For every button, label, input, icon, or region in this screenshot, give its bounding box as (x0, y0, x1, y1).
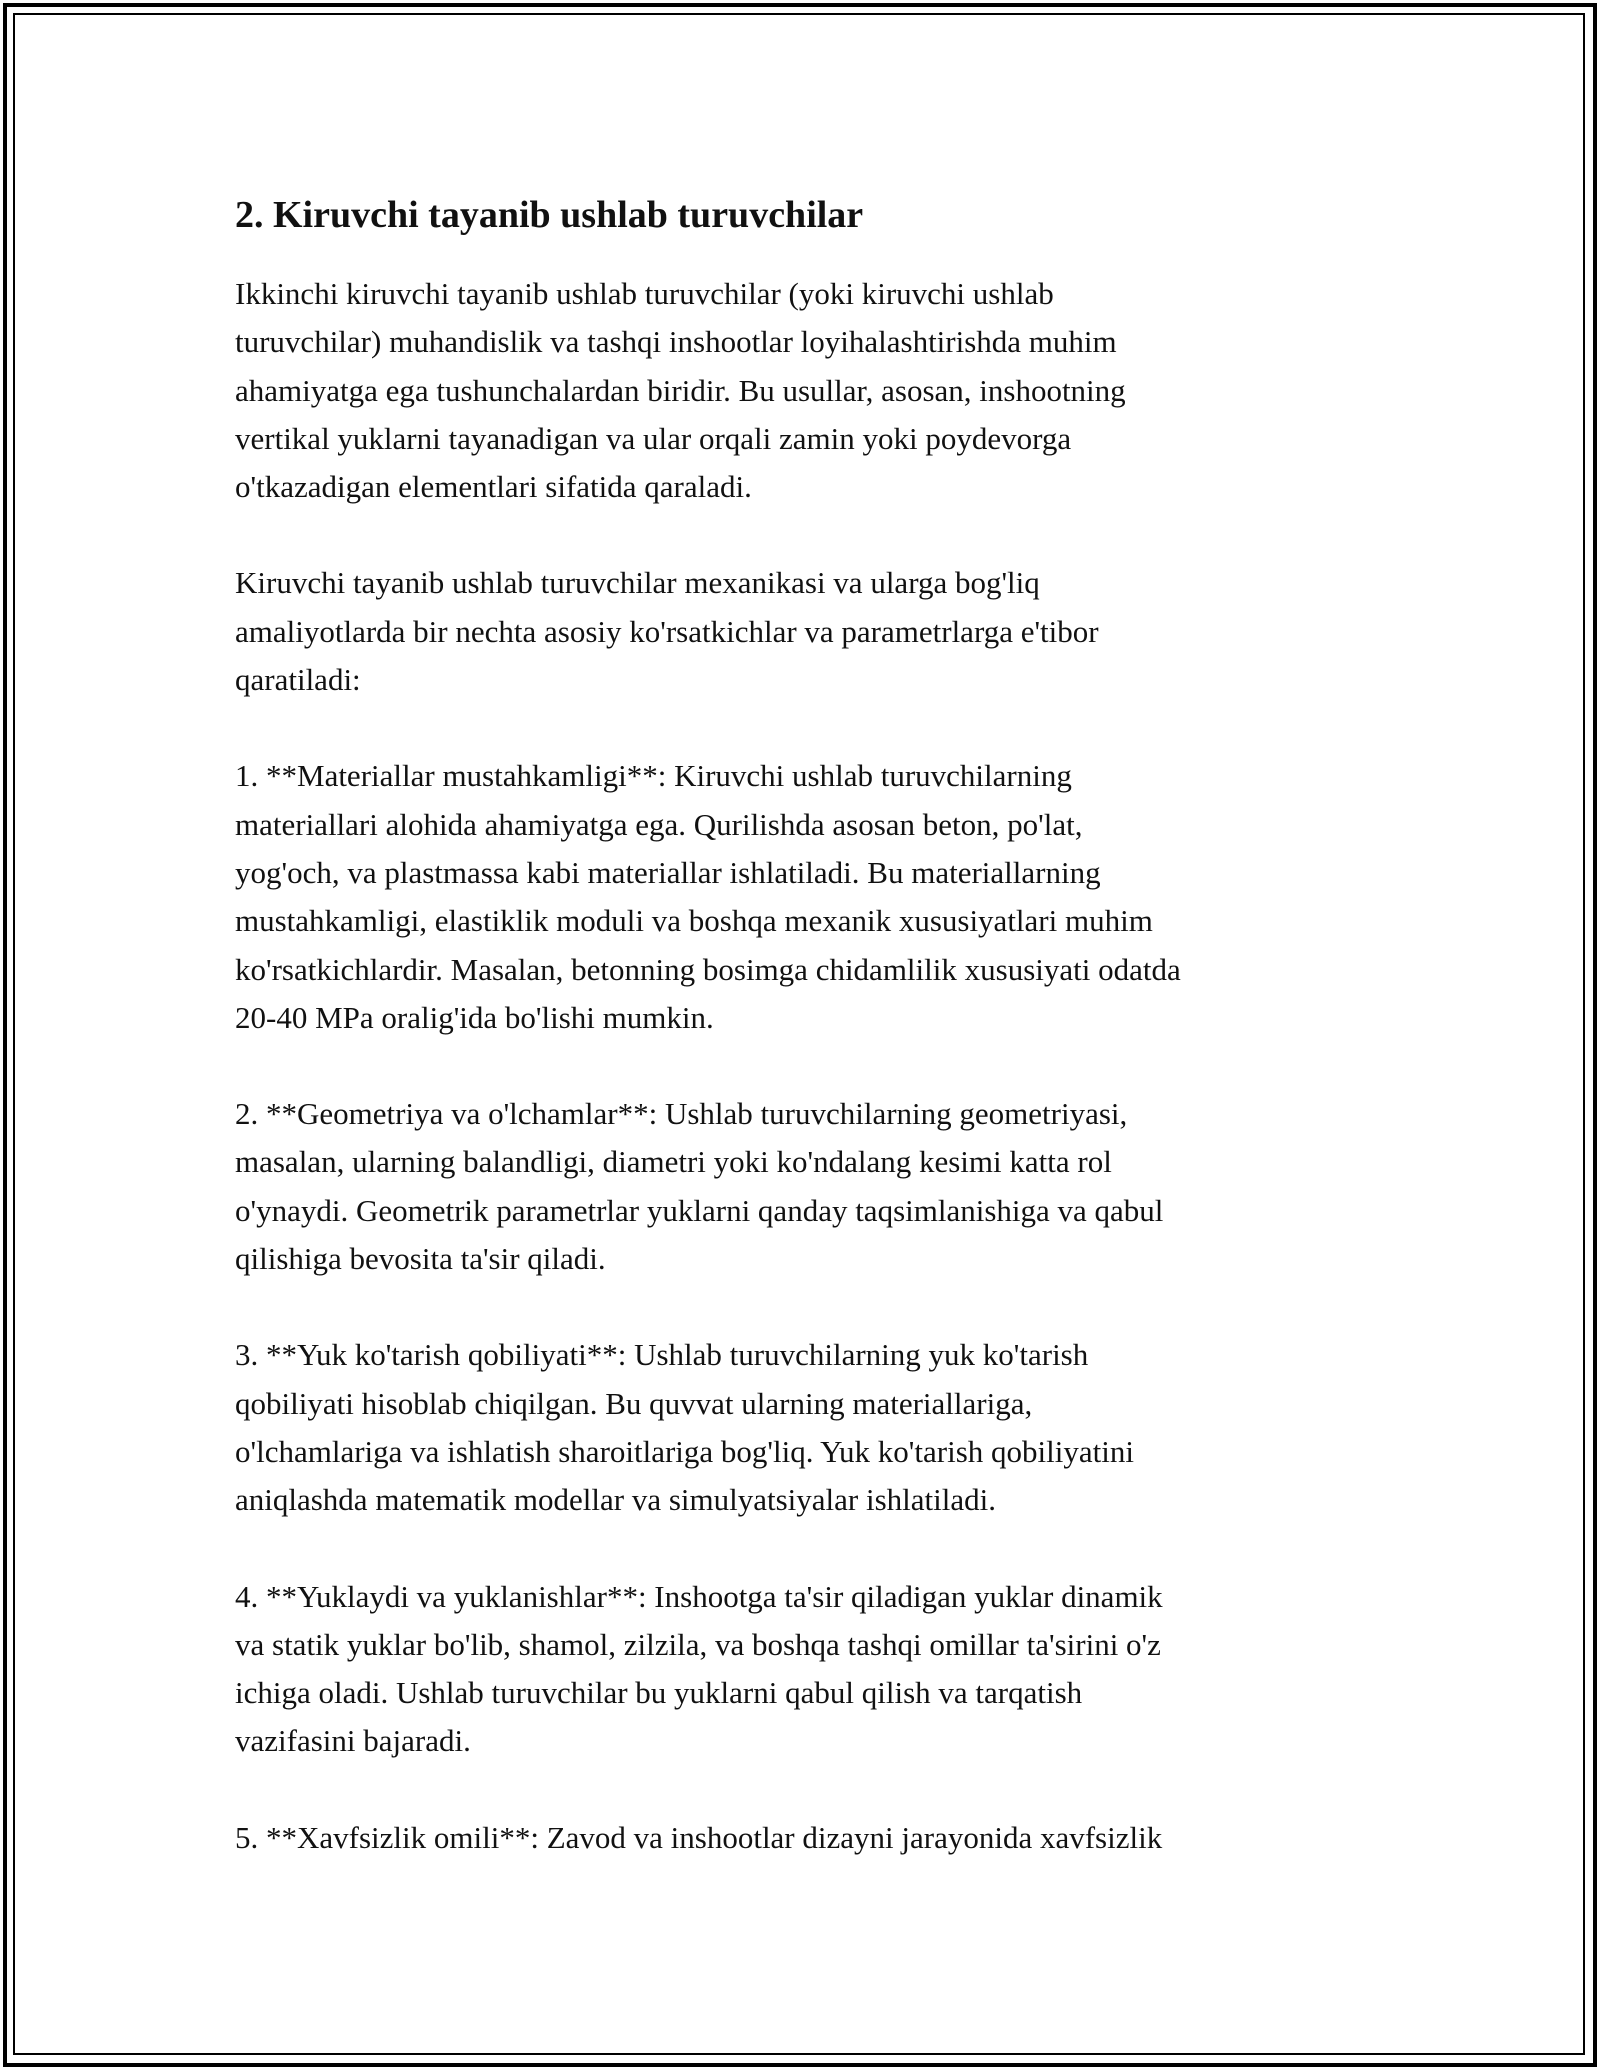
list-item-loads: 4. **Yuklaydi va yuklanishlar**: Inshootga ta'sir qiladigan yuklar dinamik va statik yuklar bo'lib, shamol, zilzila, va boshqa tashqi omillar ta'sirini o'z ichiga oladi. Ushlab turuvchilar bu yuklarni qabul qilish va tarqatish vazifasini bajaradi. (235, 1578, 1163, 1759)
list-item-geometry: 2. **Geometriya va o'lchamlar**: Ushlab turuvchilarning geometriyasi, masalan, ularning balandligi, diametri yoki ko'ndalang kesimi katta rol o'ynaydi. Geometrik parametrlar yuklarni qanday taqsimlanishiga va qabul qilishiga bevosita ta'sir qiladi. (235, 1096, 1164, 1277)
list-item-load-capacity: 3. **Yuk ko'tarish qobiliyati**: Ushlab turuvchilarning yuk ko'tarish qobiliyati hisoblab chiqilgan. Bu quvvat ularning materiallariga, o'lchamlariga va ishlatish sharoitlariga bog'liq. Yuk ko'tarish qobiliyatini aniqlashda matematik modellar va simulyatsiyalar ishlatiladi. (235, 1337, 1134, 1518)
section-heading: 2. Kiruvchi tayanib ushlab turuvchilar (235, 194, 864, 236)
list-item-materials: 1. **Materiallar mustahkamligi**: Kiruvchi ushlab turuvchilarning materiallari alohida ahamiyatga ega. Qurilishda asosan beton, po'lat, yog'och, va plastmassa kabi materiallar ishlatiladi. Bu materiallarning mustahkamligi, elastiklik moduli va boshqa mexanik xususiyatlari muhim ko'rsatkichlardir. Masalan, betonning bosimga chidamlilik xususiyati odatda 20-40 MPa oralig'ida bo'lishi mumkin. (235, 758, 1181, 1035)
intro-paragraph: Ikkinchi kiruvchi tayanib ushlab turuvchilar (yoki kiruvchi ushlab turuvchilar) muhandislik va tashqi inshootlar loyihalashtirishda muhim ahamiyatga ega tushunchalardan biridir. Bu usullar, asosan, inshootning vertikal yuklarni tayanadigan va ular orqali zamin yoki poydevorga o'tkazadigan elementlari sifatida qaraladi. (235, 276, 1126, 505)
list-item-safety-factor: 5. **Xavfsizlik omili**: Zavod va inshootlar dizayni jarayonida xavfsizlik (235, 1819, 1163, 1855)
document-body (235, 182, 1375, 1910)
context-paragraph: Kiruvchi tayanib ushlab turuvchilar mexanikasi va ularga bog'liq amaliyotlarda bir nechta asosiy ko'rsatkichlar va parametrlarga e'tibor qaratiladi: (235, 565, 1099, 698)
